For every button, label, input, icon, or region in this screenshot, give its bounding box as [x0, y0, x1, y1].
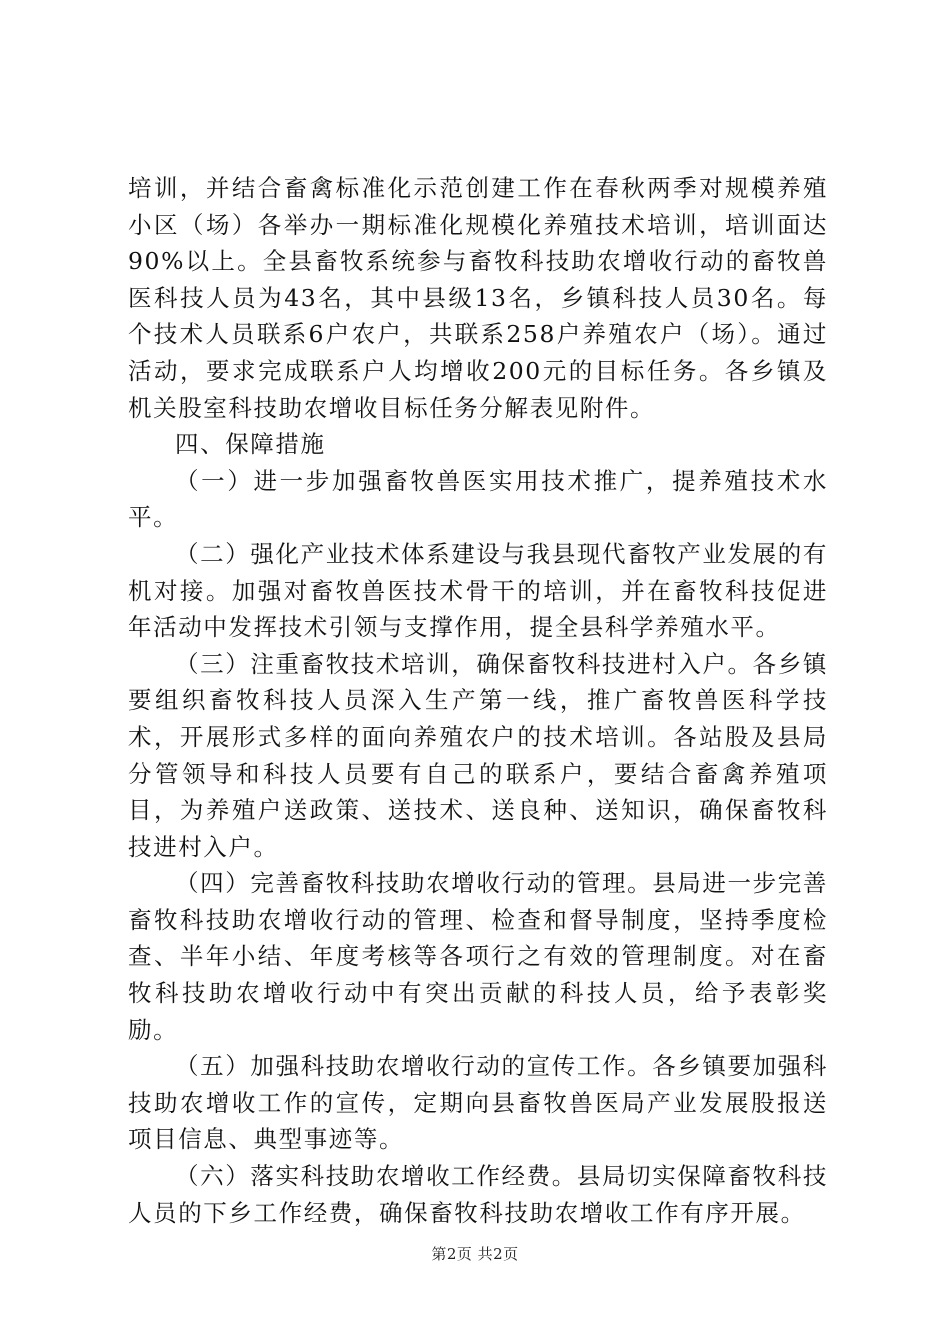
section-heading-safeguards: 四、保障措施 — [175, 430, 326, 459]
paragraph-measure-4: （四）完善畜牧科技助农增收行动的管理。县局进一步完善畜牧科技助农增收行动的管理、检查和督导制度，坚持季度检查、半年小结、年度考核等各项行之有效的管理制度。对在畜牧科技助农增收行动中有突出贡献的科技人员，给予表彰奖励。 — [128, 869, 828, 1044]
paragraph-training-continued: 培训，并结合畜禽标准化示范创建工作在春秋两季对规模养殖小区（场）各举办一期标准化规模化养殖技术培训，培训面达90%以上。全县畜牧系统参与畜牧科技助农增收行动的畜牧兽医科技人员为43名，其中县级13名，乡镇科技人员30名。每个技术人员联系6户农户，共联系258户养殖农户（场）。通过活动，要求完成联系户人均增收200元的目标任务。各乡镇及机关股室科技助农增收目标任务分解表见附件。 — [128, 174, 828, 422]
paragraph-measure-5: （五）加强科技助农增收行动的宣传工作。各乡镇要加强科技助农增收工作的宣传，定期向县畜牧兽医局产业发展股报送项目信息、典型事迹等。 — [128, 1052, 828, 1154]
paragraph-measure-1: （一）进一步加强畜牧兽医实用技术推广，提养殖技术水平。 — [128, 466, 828, 532]
page-footer — [0, 1243, 950, 1264]
paragraph-measure-2: （二）强化产业技术体系建设与我县现代畜牧产业发展的有机对接。加强对畜牧兽医技术骨干的培训，并在畜牧科技促进年活动中发挥技术引领与支撑作用，提全县科学养殖水平。 — [128, 539, 828, 642]
paragraph-measure-3: （三）注重畜牧技术培训，确保畜牧科技进村入户。各乡镇要组织畜牧科技人员深入生产第一线，推广畜牧兽医科学技术，开展形式多样的面向养殖农户的技术培训。各站股及县局分管领导和科技人员要有自己的联系户，要结合畜禽养殖项目，为养殖户送政策、送技术、送良种、送知识，确保畜牧科技进村入户。 — [128, 649, 828, 861]
paragraph-measure-6: （六）落实科技助农增收工作经费。县局切实保障畜牧科技人员的下乡工作经费，确保畜牧科技助农增收工作有序开展。 — [128, 1162, 828, 1227]
page-number-label: 第2页 共2页 — [431, 1245, 519, 1263]
document-body — [128, 170, 828, 1231]
